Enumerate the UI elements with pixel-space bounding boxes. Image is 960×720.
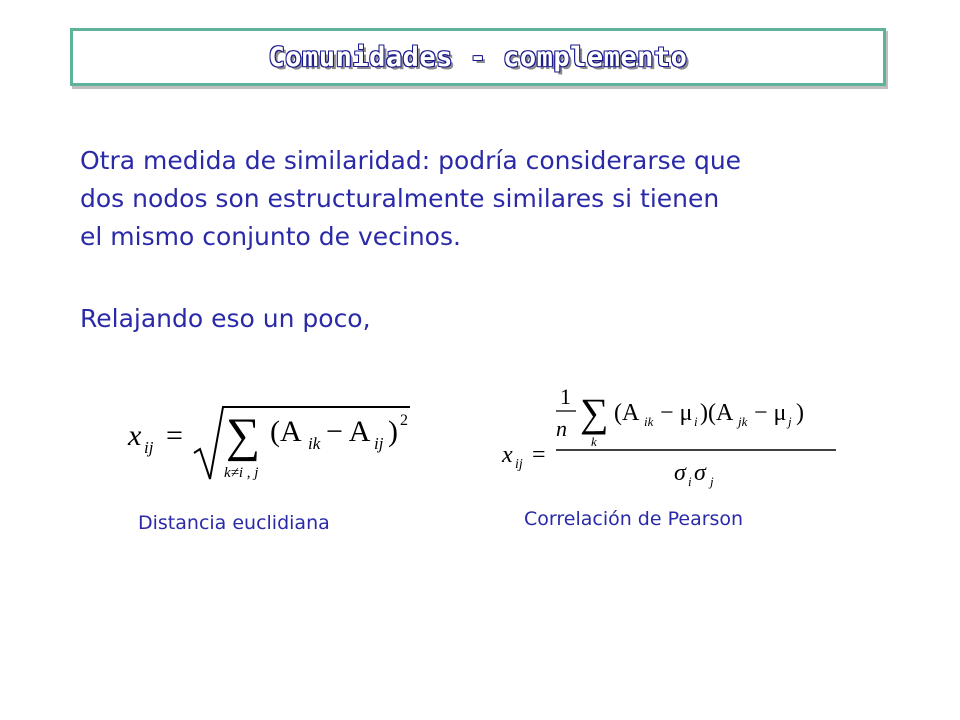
svg-text:ik: ik	[308, 434, 321, 453]
svg-text:− μ: − μ	[660, 400, 693, 426]
svg-text:σ: σ	[674, 460, 686, 486]
svg-text:=: =	[166, 419, 183, 452]
svg-text:− μ: − μ	[754, 400, 787, 426]
svg-text:∑: ∑	[226, 409, 261, 462]
svg-text:j: j	[710, 474, 714, 489]
svg-text:σ: σ	[694, 460, 706, 486]
svg-text:i: i	[694, 414, 698, 429]
svg-text:ij: ij	[515, 457, 523, 472]
svg-text:jk: jk	[738, 414, 748, 429]
paragraph-line: Otra medida de similaridad: podría considerarse que	[80, 146, 742, 175]
svg-text:2: 2	[400, 412, 408, 429]
paragraph-line: Relajando eso un poco,	[80, 304, 371, 333]
svg-text:∑: ∑	[580, 390, 609, 435]
pearson-caption: Correlación de Pearson	[524, 508, 744, 530]
svg-text:(A: (A	[614, 400, 640, 426]
paragraph-line: el mismo conjunto de vecinos.	[80, 222, 461, 251]
svg-text:=: =	[532, 442, 546, 468]
paragraph-line: dos nodos son estructuralmente similares si tienen	[80, 184, 720, 213]
svg-text:ij: ij	[374, 434, 384, 453]
svg-text:1: 1	[560, 384, 571, 409]
svg-text:k: k	[591, 434, 597, 449]
euclidean-formula	[120, 395, 420, 495]
svg-text:)(A: )(A	[700, 400, 734, 426]
svg-text:ik: ik	[644, 414, 654, 429]
svg-text:x: x	[502, 442, 513, 468]
svg-text:): )	[388, 415, 398, 448]
svg-text:− A: − A	[326, 415, 371, 448]
title-box	[70, 28, 886, 86]
svg-text:k≠i , j: k≠i , j	[224, 465, 259, 481]
svg-text:j: j	[788, 414, 792, 429]
paragraph-relax	[80, 300, 680, 338]
euclidean-caption: Distancia euclidiana	[138, 512, 330, 534]
pearson-formula	[498, 378, 843, 493]
svg-text:(A: (A	[270, 415, 302, 448]
slide-title: Comunidades - complemento	[268, 41, 688, 73]
svg-text:n: n	[556, 416, 567, 441]
svg-text:ij: ij	[144, 438, 154, 457]
svg-text:): )	[796, 400, 804, 426]
svg-text:i: i	[688, 474, 692, 489]
paragraph-intro	[80, 142, 900, 256]
svg-text:x: x	[128, 419, 142, 452]
